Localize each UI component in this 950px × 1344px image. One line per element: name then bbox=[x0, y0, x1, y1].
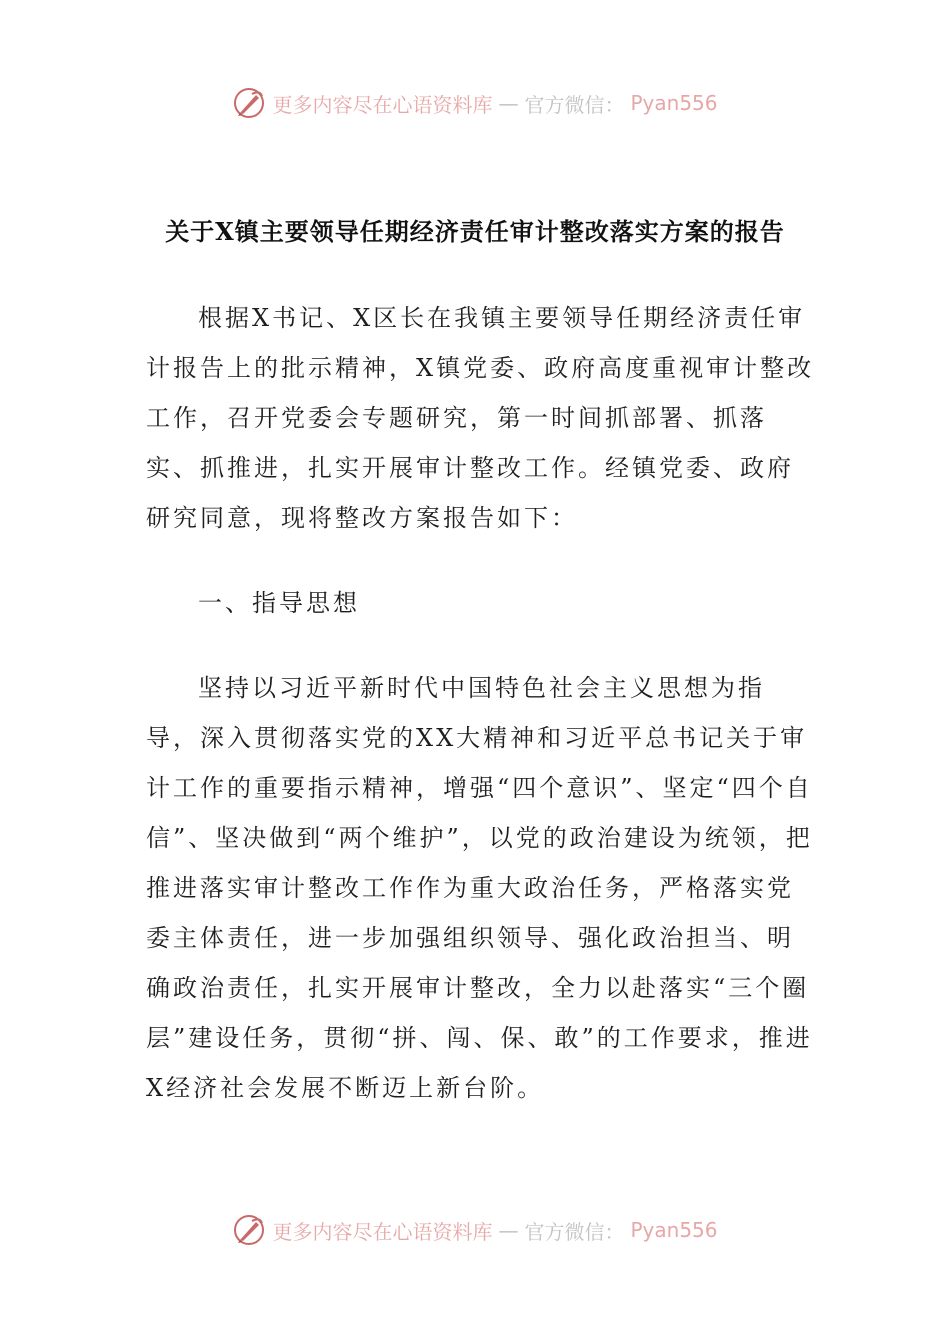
document-title: 关于X镇主要领导任期经济责任审计整改落实方案的报告 bbox=[165, 217, 785, 246]
watermark-contact-label: 官方微信： bbox=[524, 92, 625, 117]
watermark-separator: — bbox=[498, 1218, 519, 1242]
watermark-contact-id: Pyan556 bbox=[630, 1218, 718, 1242]
quill-pen-icon bbox=[232, 1213, 266, 1247]
watermark-contact-label: 官方微信： bbox=[524, 1219, 625, 1244]
watermark-contact-id: Pyan556 bbox=[630, 91, 718, 115]
quill-pen-icon bbox=[232, 86, 266, 120]
document-body bbox=[146, 293, 816, 1113]
footer-watermark bbox=[0, 1210, 950, 1250]
watermark-text: 更多内容尽在心语资料库 bbox=[272, 92, 493, 117]
section-heading-guiding-ideology: 一、指导思想 bbox=[198, 589, 360, 617]
watermark-text: 更多内容尽在心语资料库 bbox=[272, 1219, 493, 1244]
intro-paragraph: 根据X书记、X区长在我镇主要领导任期经济责任审计报告上的批示精神，X镇党委、政府高度重视审计整改工作，召开党委会专题研究，第一时间抓部署、抓落实、抓推进，扎实开展审计整改工作。经镇党委、政府研究同意，现将整改方案报告如下： bbox=[146, 304, 815, 532]
section-paragraph-guiding-ideology: 坚持以习近平新时代中国特色社会主义思想为指导，深入贯彻落实党的XX大精神和习近平总书记关于审计工作的重要指示精神，增强“四个意识”、坚定“四个自信”、坚决做到“两个维护”，以党的政治建设为统领，把推进落实审计整改工作作为重大政治任务，严格落实党委主体责任，进一步加强组织领导、强化政治担当、明确政治责任，扎实开展审计整改，全力以赴落实“三个圈层”建设任务，贯彻“拼、闯、保、敢”的工作要求，推进X经济社会发展不断迈上新台阶。 bbox=[146, 674, 813, 1102]
watermark-separator: — bbox=[498, 91, 519, 115]
header-watermark bbox=[0, 83, 950, 123]
